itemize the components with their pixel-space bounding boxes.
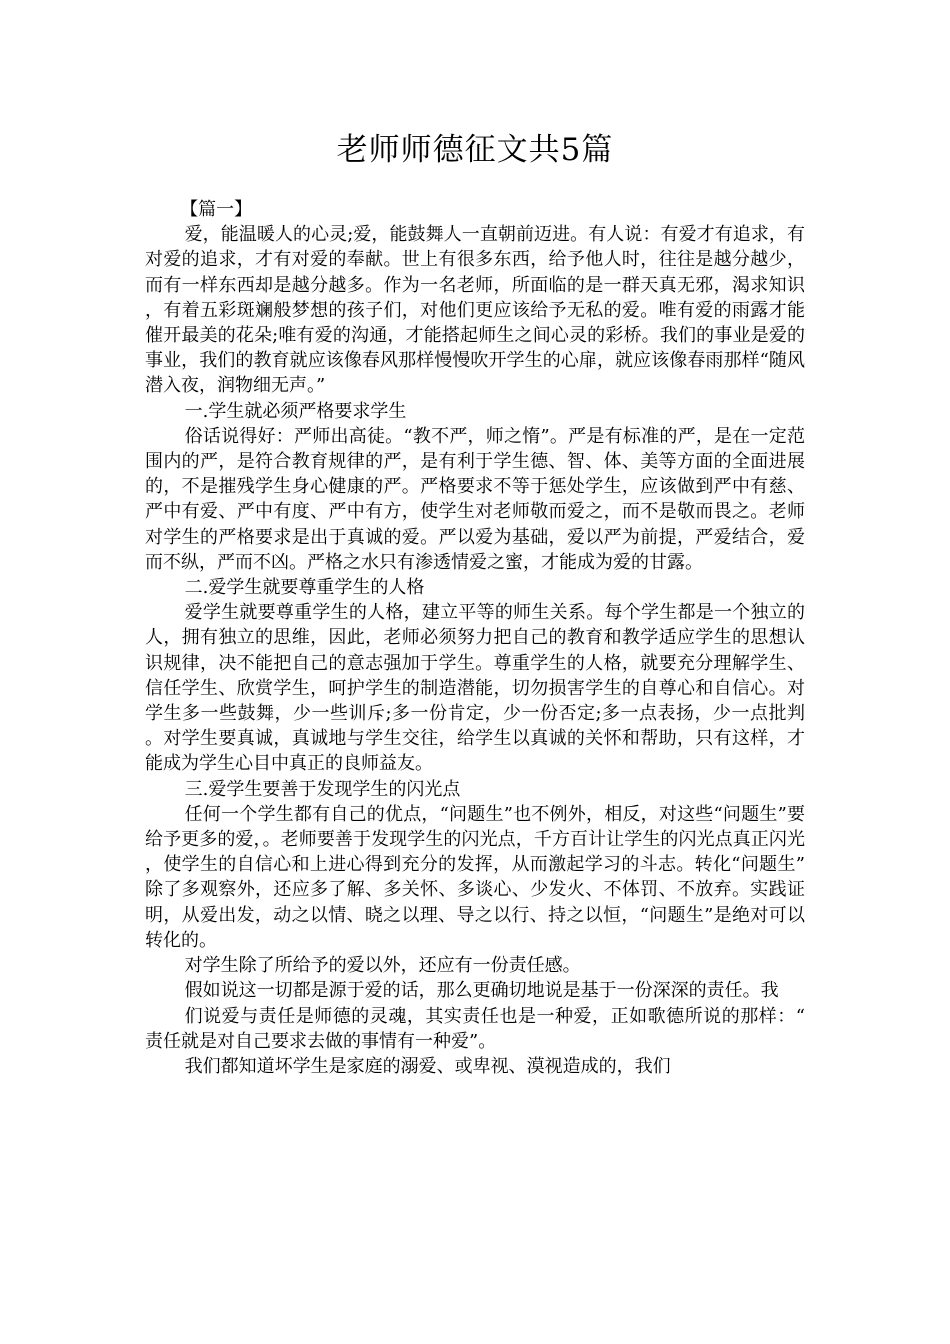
section-heading: 一.学生就必须严格要求学生 (184, 400, 407, 422)
paragraph: 任何一个学生都有自己的优点，“问题生”也不例外，相反，对这些“问题生”要给予更多的爱，。老师要善于发现学生的闪光点，千方百计让学生的闪光点真正闪光，使学生的自信心和上进心得到充分的发挥，从而激起学习的斗志。转化“问题生”除了多观察外，还应多了解、多关怀、多谈心、少发火、不体罚、不放弃。实践证明，从爱出发，动之以情、晓之以理、导之以行、持之以恒，“问题生”是绝对可以转化的。 (145, 803, 805, 951)
section-label: 【篇一】 (180, 199, 253, 220)
paragraph: 假如说这一切都是源于爱的话，那么更确切地说是基于一份深深的责任。我 (184, 980, 779, 1002)
paragraph: 对学生除了所给予的爱以外，还应有一份责任感。 (184, 955, 581, 977)
paragraph: 们说爱与责任是师德的灵魂，其实责任也是一种爱，正如歌德所说的那样：“责任就是对自己要求去做的事情有一种爱”。 (145, 1005, 805, 1052)
paragraph: 我们都知道坏学生是家庭的溺爱、或卑视、漠视造成的，我们 (184, 1055, 671, 1077)
document-body (145, 197, 805, 1079)
document-title: 老师师德征文共5篇 (336, 132, 614, 168)
section-heading: 二.爱学生就要尊重学生的人格 (184, 577, 425, 599)
section-heading: 三.爱学生要善于发现学生的闪光点 (184, 778, 461, 800)
paragraph: 俗话说得好：严师出高徒。“教不严，师之惰”。严是有标准的严，是在一定范围内的严，是符合教育规律的严，是有利于学生德、智、体、美等方面的全面进展的，不是摧残学生身心健康的严。严格要求不等于惩处学生，应该做到严中有慈、严中有爱、严中有度、严中有方，使学生对老师敬而爱之，而不是敬而畏之。老师对学生的严格要求是出于真诚的爱。严以爱为基础，爱以严为前提，严爱结合，爱而不纵，严而不凶。严格之水只有渗透情爱之蜜，才能成为爱的甘露。 (145, 425, 805, 573)
paragraph: 爱，能温暖人的心灵;爱，能鼓舞人一直朝前迈进。有人说：有爱才有追求，有对爱的追求，才有对爱的奉献。世上有很多东西，给予他人时，往往是越分越少，而有一样东西却是越分越多。作为一名老师，所面临的是一群天真无邪，渴求知识，有着五彩斑斓般梦想的孩子们，对他们更应该给予无私的爱。唯有爱的雨露才能催开最美的花朵;唯有爱的沟通，才能搭起师生之间心灵的彩桥。我们的事业是爱的事业，我们的教育就应该像春风那样慢慢吹开学生的心扉，就应该像春雨那样“随风潜入夜，润物细无声。” (145, 224, 805, 397)
paragraph: 爱学生就要尊重学生的人格，建立平等的师生关系。每个学生都是一个独立的人，拥有独立的思维，因此，老师必须努力把自己的教育和教学适应学生的思想认识规律，决不能把自己的意志强加于学生。尊重学生的人格，就要充分理解学生、信任学生、欣赏学生，呵护学生的制造潜能，切勿损害学生的自尊心和自信心。对学生多一些鼓舞，少一些训斥;多一份肯定，少一份否定;多一点表扬，少一点批判。对学生要真诚，真诚地与学生交往，给学生以真诚的关怀和帮助，只有这样，才能成为学生心目中真正的良师益友。 (145, 602, 805, 775)
